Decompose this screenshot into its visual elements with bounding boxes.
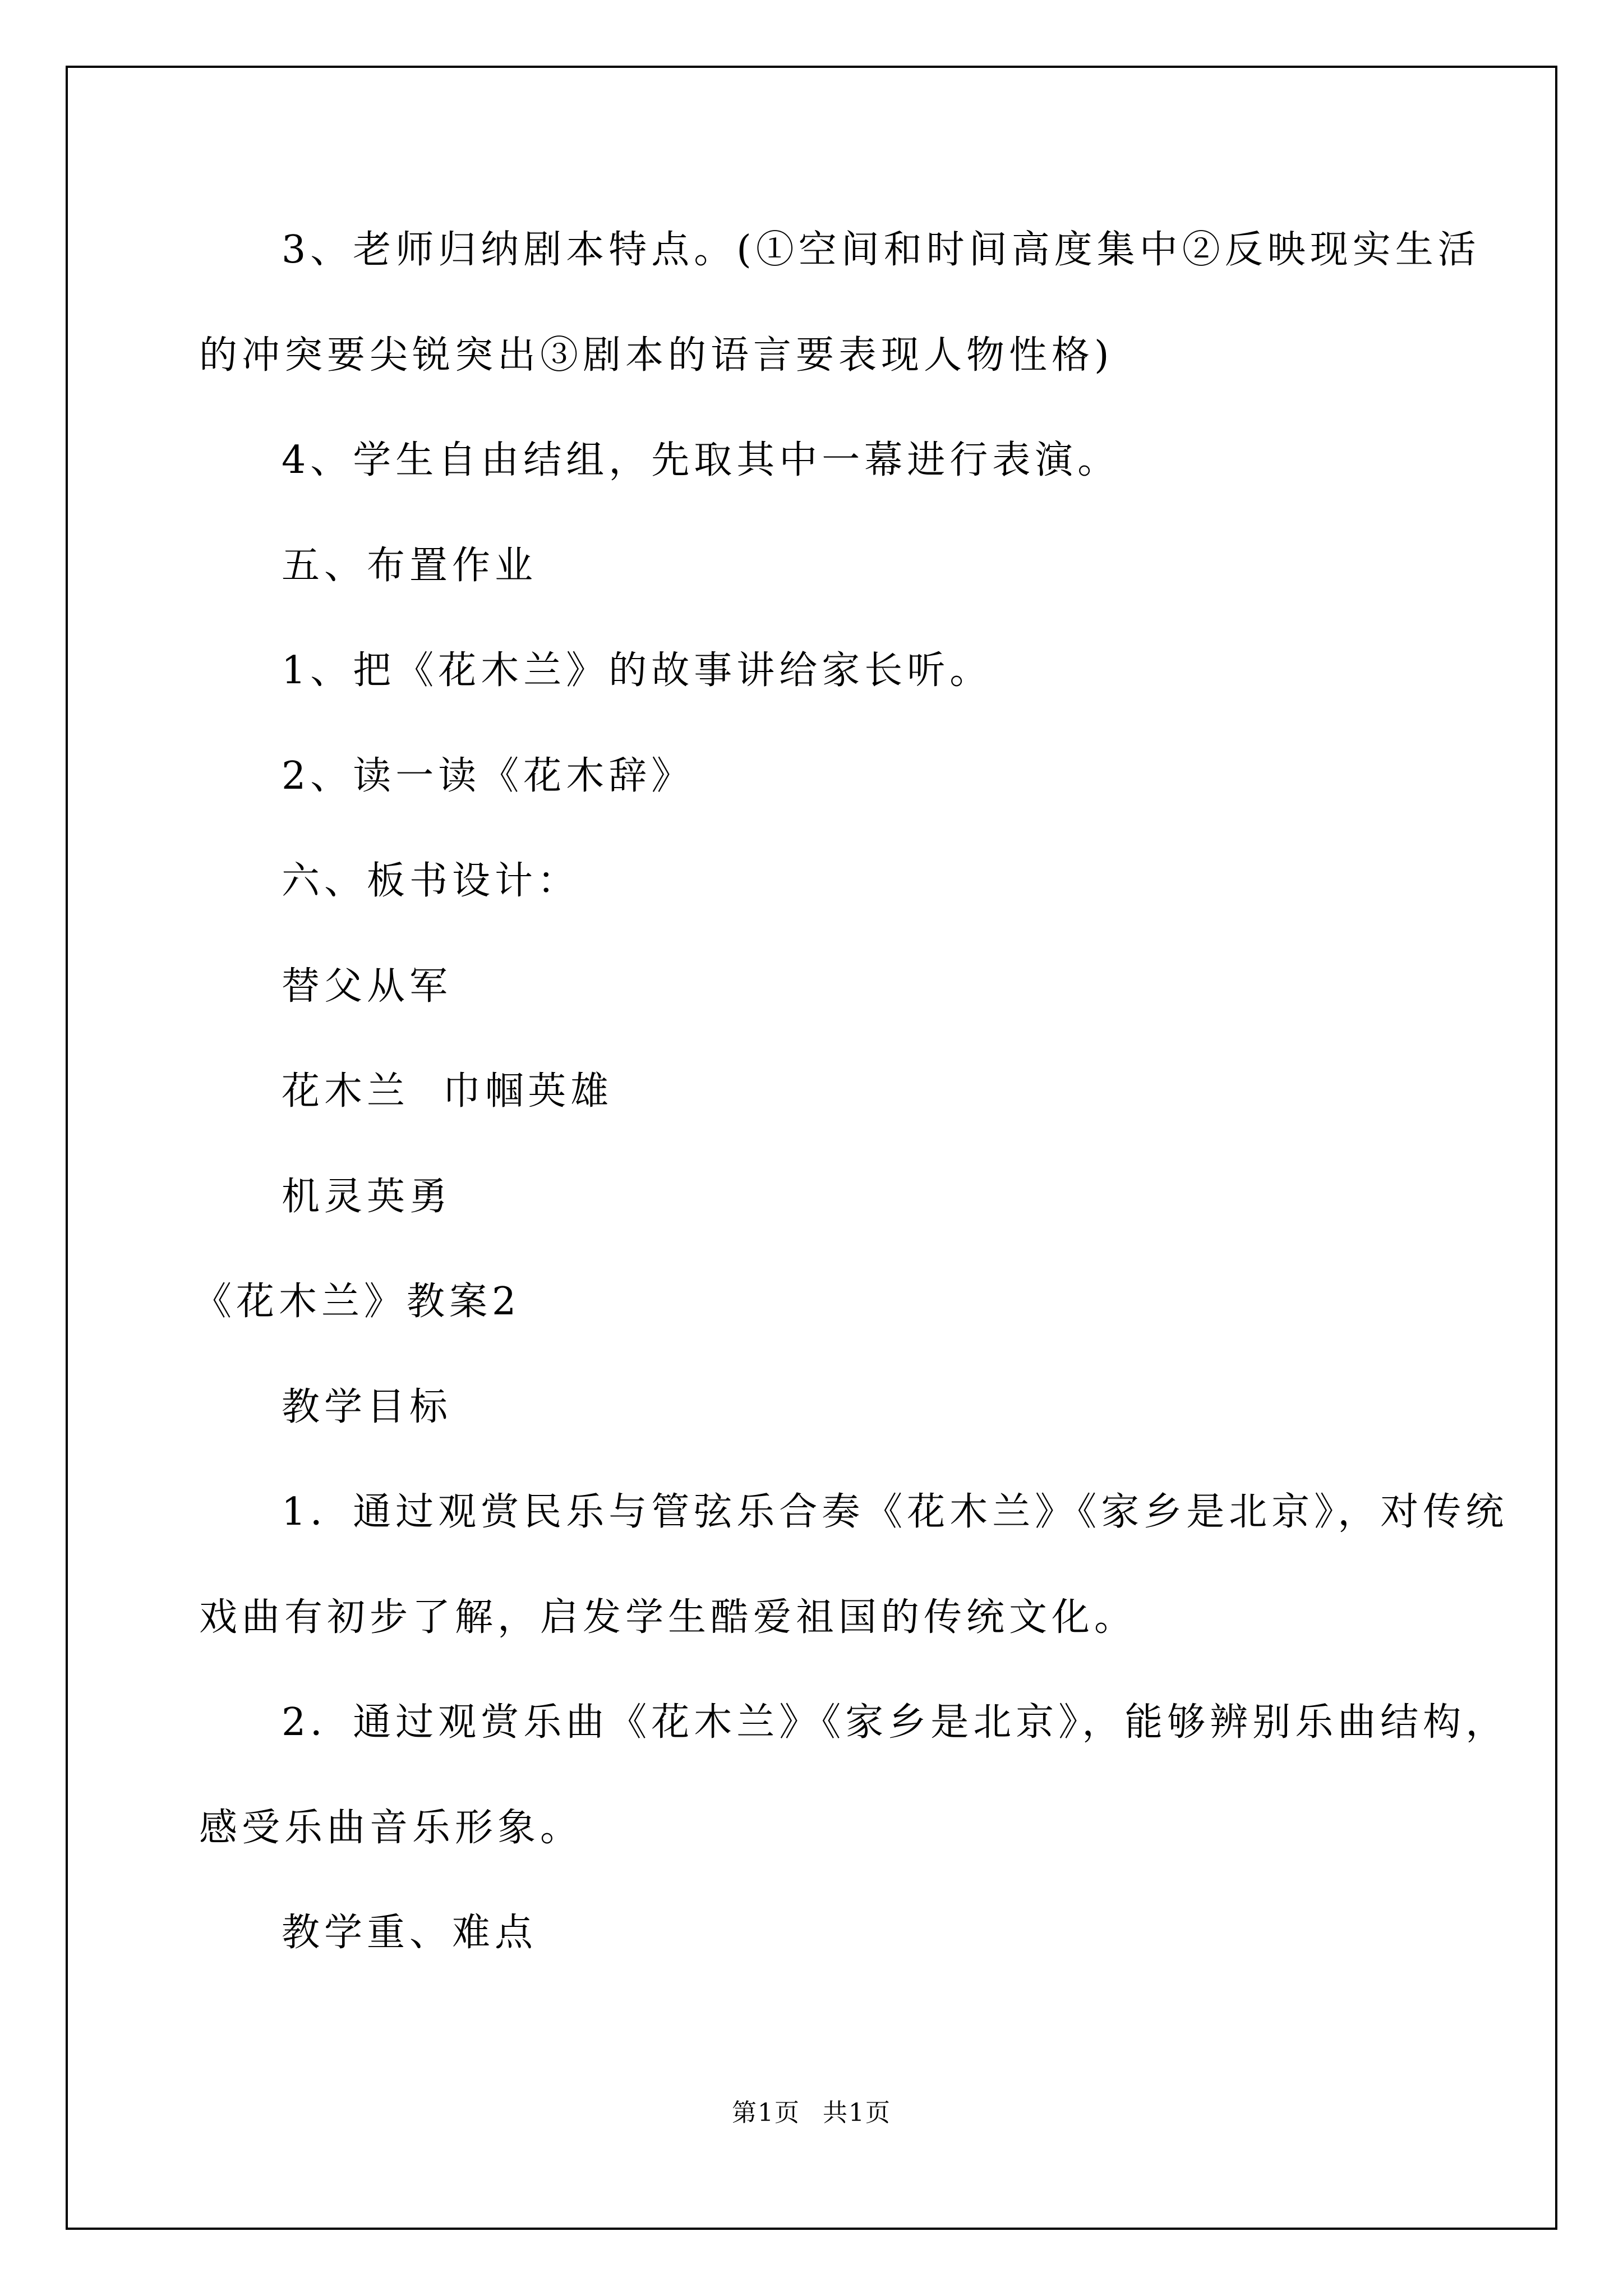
paragraph-line: 感受乐曲音乐形象。 [199, 1806, 583, 1850]
paragraph-line: 2、读一读《花木辞》 [282, 754, 694, 798]
page-border [66, 66, 1557, 2230]
section-heading: 教学目标 [282, 1385, 453, 1429]
page-total: 共1页 [823, 2099, 891, 2127]
page-footer [0, 2099, 1623, 2127]
board-line: 机灵英勇 [282, 1175, 453, 1219]
page-number: 第1页 [732, 2099, 800, 2127]
paragraph-line: 1．通过观赏民乐与管弦乐合奏《花木兰》《家乡是北京》，对传统 [282, 1490, 1509, 1534]
paragraph-line: 4、学生自由结组，先取其中一幕进行表演。 [282, 438, 1121, 482]
document-title: 《花木兰》教案2 [193, 1280, 521, 1324]
paragraph-line: 3、老师归纳剧本特点。(①空间和时间高度集中②反映现实生活 [282, 228, 1481, 272]
paragraph-line: 1、把《花木兰》的故事讲给家长听。 [282, 648, 993, 693]
section-heading: 教学重、难点 [282, 1911, 538, 1955]
paragraph-line: 戏曲有初步了解，启发学生酷爱祖国的传统文化。 [199, 1595, 1137, 1640]
board-line: 花木兰 巾帼英雄 [282, 1069, 614, 1114]
section-heading: 五、布置作业 [282, 544, 538, 588]
board-line: 替父从军 [282, 964, 453, 1009]
paragraph-line: 的冲突要尖锐突出③剧本的语言要表现人物性格) [199, 333, 1114, 378]
section-heading: 六、板书设计： [282, 859, 580, 903]
paragraph-line: 2．通过观赏乐曲《花木兰》《家乡是北京》，能够辨别乐曲结构， [282, 1700, 1509, 1745]
